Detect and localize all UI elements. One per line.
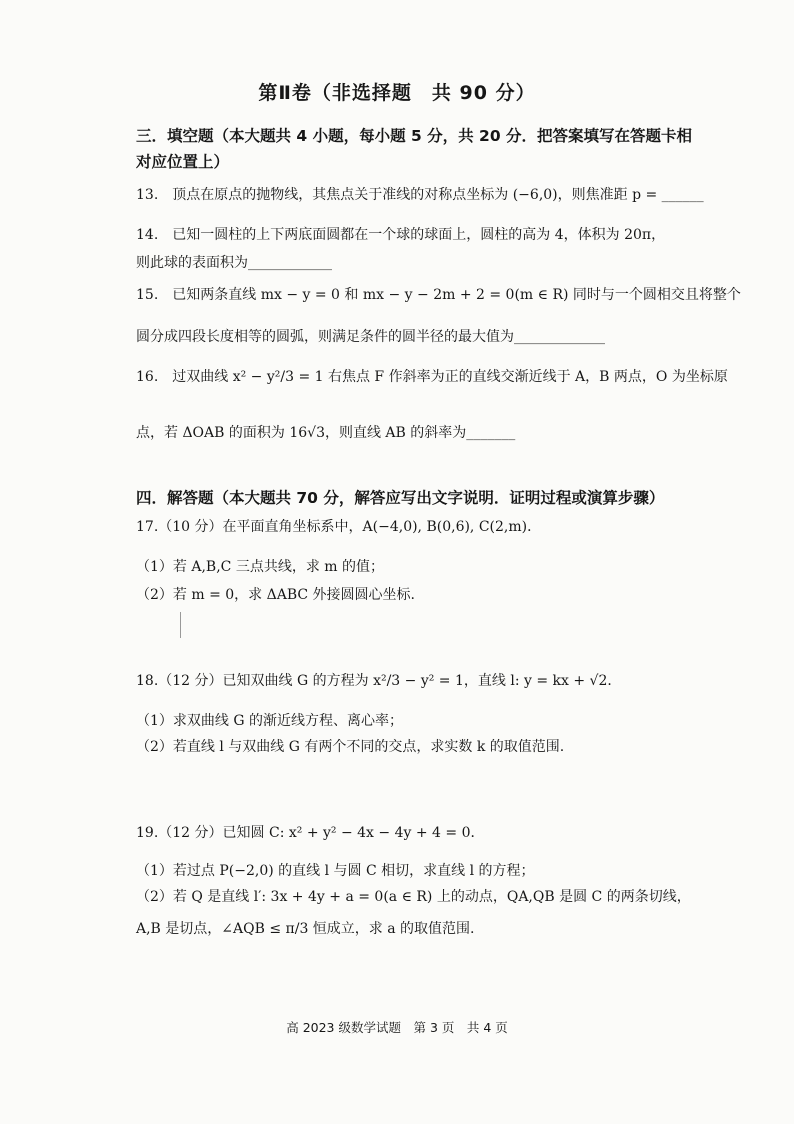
- question-16-line1: 16. 过双曲线 x² − y²/3 = 1 右焦点 F 作斜率为正的直线交渐近线于 A，B 两点，O 为坐标原: [136, 369, 728, 385]
- question-17-part2: （2）若 m = 0，求 ΔABC 外接圆圆心坐标.: [136, 587, 416, 603]
- section4-heading: 四．解答题（本大题共 70 分，解答应写出文字说明．证明过程或演算步骤）: [136, 489, 665, 507]
- question-19-part2-line1: （2）若 Q 是直线 l′: 3x + 4y + a = 0(a ∈ R) 上的动点，QA,QB 是圆 C 的两条切线，: [136, 889, 691, 905]
- question-14-line2: 则此球的表面积为____________: [136, 255, 332, 271]
- question-18-part2: （2）若直线 l 与双曲线 G 有两个不同的交点，求实数 k 的取值范围.: [136, 739, 565, 755]
- question-19-part1: （1）若过点 P(−2,0) 的直线 l 与圆 C 相切，求直线 l 的方程；: [136, 863, 535, 879]
- question-18-stem: 18.（12 分）已知双曲线 G 的方程为 x²/3 − y² = 1，直线 l: y = kx + √2．: [136, 673, 622, 689]
- section3-heading-line1: 三．填空题（本大题共 4 小题，每小题 5 分，共 20 分．把答案填写在答题卡相: [136, 127, 693, 145]
- question-14-line1: 14. 已知一圆柱的上下两底面圆都在一个球的球面上，圆柱的高为 4，体积为 20π，: [136, 227, 666, 243]
- question-15-line1: 15. 已知两条直线 mx − y = 0 和 mx − y − 2m + 2 = 0(m ∈ R) 同时与一个圆相交且将整个: [136, 287, 741, 303]
- question-16-line2: 点，若 ΔOAB 的面积为 16√3，则直线 AB 的斜率为_______: [136, 425, 516, 441]
- question-19-part2-line2: A,B 是切点，∠AQB ≤ π/3 恒成立，求 a 的取值范围.: [136, 921, 475, 937]
- question-17-part1: （1）若 A,B,C 三点共线，求 m 的值；: [136, 559, 384, 575]
- question-18-part1: （1）求双曲线 G 的渐近线方程、离心率；: [136, 713, 403, 729]
- question-19-stem: 19.（12 分）已知圆 C: x² + y² − 4x − 4y + 4 = 0．: [136, 825, 485, 841]
- section3-heading-line2: 对应位置上）: [136, 153, 230, 171]
- question-15-line2: 圆分成四段长度相等的圆弧，则满足条件的圆半径的最大值为_____________: [136, 329, 605, 345]
- question-17-stem: 17.（10 分）在平面直角坐标系中，A(−4,0), B(0,6), C(2,m)．: [136, 519, 542, 535]
- paper-title: 第Ⅱ卷（非选择题 共 90 分）: [258, 82, 536, 104]
- pen-mark: [180, 612, 181, 638]
- page-footer: 高 2023 级数学试题 第 3 页 共 4 页: [286, 1020, 508, 1035]
- question-13: 13. 顶点在原点的抛物线，其焦点关于准线的对称点坐标为 (−6,0)，则焦准距 p = ______: [136, 187, 704, 203]
